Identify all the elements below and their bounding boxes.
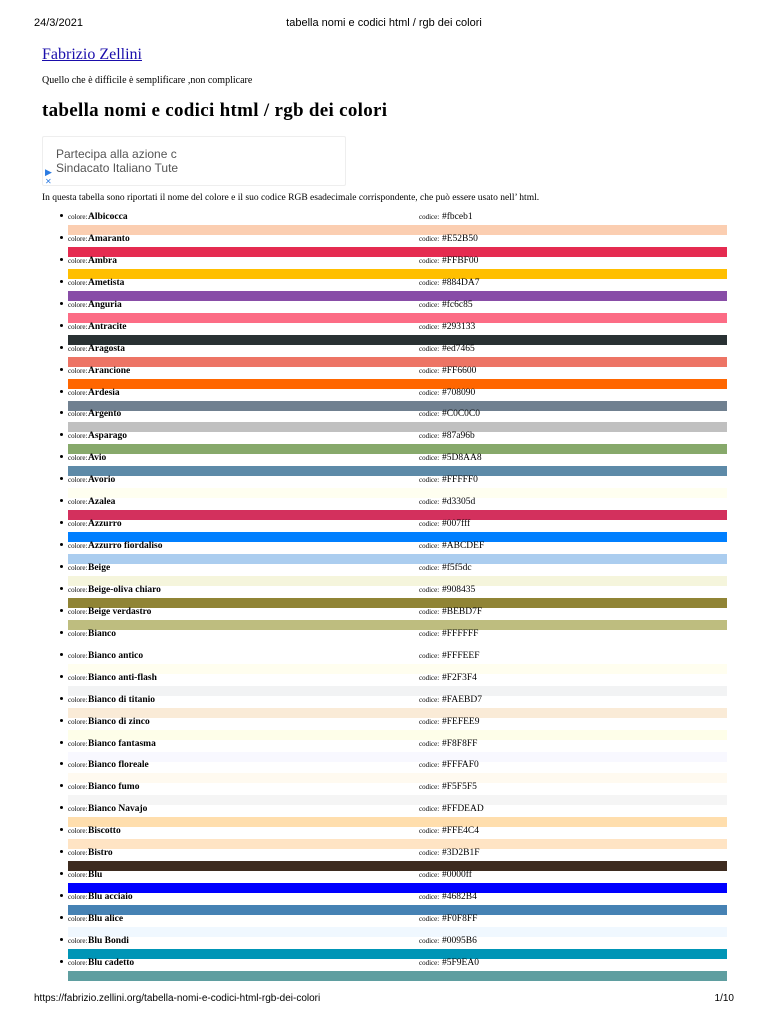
bullet-icon: [60, 806, 63, 809]
color-label: colore:: [68, 300, 88, 309]
site-title-link[interactable]: Fabrizio Zellini: [42, 46, 142, 63]
color-code: #ABCDEF: [442, 541, 485, 552]
code-label: codice:: [419, 651, 440, 660]
color-name: Blu Bondi: [88, 935, 129, 946]
color-list-item: [68, 210, 727, 232]
code-label: codice:: [419, 849, 440, 858]
bullet-icon: [60, 433, 63, 436]
page-number: 1/10: [714, 993, 734, 1004]
code-label: codice:: [419, 607, 440, 616]
bullet-icon: [60, 324, 63, 327]
color-code: #0095B6: [442, 935, 477, 946]
color-code: #0000ff: [442, 870, 472, 881]
bullet-icon: [60, 872, 63, 875]
color-list-item: [68, 386, 727, 408]
color-name: Beige: [88, 563, 111, 573]
color-code: #FFFFFF: [442, 628, 479, 639]
code-label: codice:: [419, 410, 440, 419]
color-list-item: [68, 451, 727, 473]
bullet-icon: [60, 828, 63, 831]
code-label: codice:: [419, 936, 440, 945]
color-name: Beige verdastro: [88, 606, 152, 617]
color-list-item: [68, 802, 727, 824]
color-name: Bianco antico: [88, 650, 144, 661]
code-label: codice:: [419, 893, 440, 902]
color-name: Avio: [88, 453, 107, 464]
color-code: #f5f5dc: [442, 563, 472, 573]
color-code: #293133: [442, 321, 476, 332]
bullet-icon: [60, 214, 63, 217]
color-code: #FFFEEF: [442, 650, 480, 661]
color-label: colore:: [68, 542, 88, 551]
color-list-item: [68, 583, 727, 605]
bullet-icon: [60, 499, 63, 502]
color-list-item: [68, 539, 727, 561]
site-tagline: Quello che è difficile è semplificare ,non complicare: [42, 75, 253, 86]
code-label: codice:: [419, 322, 440, 331]
color-name: Bianco fantasma: [88, 738, 156, 749]
color-name: Avorio: [88, 475, 116, 486]
color-list-item: [68, 671, 727, 693]
color-label: colore:: [68, 322, 88, 331]
color-code: #F0F8FF: [442, 914, 478, 924]
color-label: colore:: [68, 695, 88, 704]
bullet-icon: [60, 368, 63, 371]
code-label: codice:: [419, 344, 440, 353]
color-list-item: [68, 342, 727, 364]
color-label: colore:: [68, 871, 88, 880]
color-code: #FFFFF0: [442, 475, 478, 486]
bullet-icon: [60, 938, 63, 941]
color-name: Bianco di titanio: [88, 694, 156, 705]
color-list-item: [68, 956, 727, 978]
code-label: codice:: [419, 256, 440, 265]
bullet-icon: [60, 390, 63, 393]
color-name: Bianco fumo: [88, 782, 140, 793]
color-code: #708090: [442, 387, 476, 398]
print-footer: [34, 993, 734, 1007]
code-label: codice:: [419, 827, 440, 836]
code-label: codice:: [419, 915, 440, 923]
color-list-item: [68, 605, 727, 627]
color-name: Blu acciaio: [88, 892, 133, 903]
color-code: #FFDEAD: [442, 804, 484, 815]
color-label: colore:: [68, 256, 88, 265]
color-label: colore:: [68, 629, 88, 638]
color-name: Anguria: [88, 299, 122, 310]
bullet-icon: [60, 587, 63, 590]
color-code: #F2F3F4: [442, 672, 477, 683]
color-name: Asparago: [88, 431, 128, 442]
color-name: Amaranto: [88, 233, 130, 244]
bullet-icon: [60, 280, 63, 283]
color-code: #3D2B1F: [442, 848, 480, 859]
code-label: codice:: [419, 476, 440, 485]
color-list-item: [68, 846, 727, 868]
color-name: Azalea: [88, 497, 116, 508]
color-list-item: [68, 868, 727, 890]
code-label: codice:: [419, 805, 440, 814]
color-code: #5F9EA0: [442, 957, 479, 968]
color-name: Bianco di zinco: [88, 716, 150, 727]
code-label: codice:: [419, 695, 440, 704]
code-label: codice:: [419, 498, 440, 507]
color-name: Azzurro: [88, 519, 122, 530]
color-swatch: [68, 971, 727, 981]
color-list-item: [68, 254, 727, 276]
color-name: Bianco anti-flash: [88, 672, 157, 683]
color-label: colore:: [68, 564, 88, 572]
color-list-item: [68, 407, 727, 429]
code-label: codice:: [419, 432, 440, 441]
bullet-icon: [60, 477, 63, 480]
bullet-icon: [60, 784, 63, 787]
color-code: #FFFAF0: [442, 760, 479, 771]
color-code: #FFE4C4: [442, 826, 479, 837]
color-label: colore:: [68, 432, 88, 441]
color-code: #FFBF00: [442, 255, 479, 266]
color-label: colore:: [68, 827, 88, 836]
bullet-icon: [60, 675, 63, 678]
color-name: Albicocca: [88, 212, 128, 222]
color-label: colore:: [68, 454, 88, 463]
code-label: codice:: [419, 213, 440, 221]
code-label: codice:: [419, 278, 440, 287]
color-label: colore:: [68, 783, 88, 792]
color-name: Blu: [88, 870, 103, 881]
code-label: codice:: [419, 673, 440, 682]
color-list-item: [68, 320, 727, 342]
bullet-icon: [60, 850, 63, 853]
color-code: #fc6c85: [442, 299, 473, 310]
ad-line-1: Partecipa alla azione c: [56, 147, 177, 161]
bullet-icon: [60, 762, 63, 765]
color-code: #d3305d: [442, 497, 476, 508]
color-list-item: [68, 824, 727, 846]
color-label: colore:: [68, 805, 88, 814]
color-list-item: [68, 890, 727, 912]
color-label: colore:: [68, 673, 88, 682]
code-label: codice:: [419, 388, 440, 397]
color-label: colore:: [68, 498, 88, 507]
color-name: Aragosta: [88, 343, 125, 354]
bullet-icon: [60, 719, 63, 722]
color-label: colore:: [68, 388, 88, 397]
bullet-icon: [60, 236, 63, 239]
color-label: colore:: [68, 607, 88, 616]
color-name: Bistro: [88, 848, 113, 859]
color-label: colore:: [68, 958, 88, 967]
print-header: [34, 17, 734, 31]
color-list-item: [68, 473, 727, 495]
bullet-icon: [60, 653, 63, 656]
color-label: colore:: [68, 739, 88, 748]
page-title: tabella nomi e codici html / rgb dei colori: [42, 100, 388, 121]
color-code: #007fff: [442, 519, 471, 530]
bullet-icon: [60, 302, 63, 305]
code-label: codice:: [419, 871, 440, 880]
color-list-item: [68, 429, 727, 451]
color-label: colore:: [68, 366, 88, 375]
color-name: Blu alice: [88, 914, 124, 924]
print-url: https://fabrizio.zellini.org/tabella-nomi-e-codici-html-rgb-dei-colori: [34, 993, 321, 1004]
bullet-icon: [60, 916, 63, 919]
color-list-item: [68, 232, 727, 254]
color-list-item: [68, 780, 727, 802]
color-label: colore:: [68, 761, 88, 770]
color-list-item: [68, 517, 727, 539]
color-label: colore:: [68, 651, 88, 660]
intro-paragraph: In questa tabella sono riportati il nome del colore e il suo codice RGB esadecimale corrispondente, che può essere usato nell’ html.: [42, 193, 540, 203]
color-code: #E52B50: [442, 233, 478, 244]
bullet-icon: [60, 565, 63, 568]
color-code: #FF6600: [442, 365, 477, 376]
color-list-item: [68, 495, 727, 517]
color-name: Beige-oliva chiaro: [88, 584, 161, 595]
color-list-item: [68, 298, 727, 320]
bullet-icon: [60, 631, 63, 634]
ad-line-2: Sindacato Italiano Tute: [56, 161, 179, 175]
color-name: Biscotto: [88, 826, 121, 837]
color-name: Blu cadetto: [88, 957, 135, 968]
code-label: codice:: [419, 564, 440, 572]
code-label: codice:: [419, 234, 440, 243]
code-label: codice:: [419, 520, 440, 529]
bullet-icon: [60, 411, 63, 414]
code-label: codice:: [419, 454, 440, 463]
color-label: colore:: [68, 520, 88, 529]
color-name: Bianco Navajo: [88, 804, 148, 815]
color-label: colore:: [68, 893, 88, 902]
color-label: colore:: [68, 234, 88, 243]
color-code: #C0C0C0: [442, 409, 481, 420]
color-code: #BEBD7F: [442, 606, 483, 617]
color-name: Antracite: [88, 321, 127, 332]
color-list-item: [68, 934, 727, 956]
color-code: #5D8AA8: [442, 453, 482, 464]
color-list-item: [68, 715, 727, 737]
color-name: Ametista: [88, 277, 125, 288]
color-name: Azzurro fiordaliso: [88, 541, 163, 552]
bullet-icon: [60, 960, 63, 963]
color-label: colore:: [68, 410, 88, 419]
color-code: #ed7465: [442, 343, 475, 354]
print-title: tabella nomi e codici html / rgb dei colori: [286, 17, 482, 29]
color-label: colore:: [68, 213, 88, 221]
bullet-icon: [60, 543, 63, 546]
color-code: #FEFEE9: [442, 716, 480, 727]
color-label: colore:: [68, 717, 88, 726]
code-label: codice:: [419, 629, 440, 638]
close-icon[interactable]: ✕: [45, 177, 52, 186]
color-list-item: [68, 276, 727, 298]
code-label: codice:: [419, 958, 440, 967]
color-list-item: [68, 561, 727, 583]
color-name: Bianco floreale: [88, 760, 149, 771]
code-label: codice:: [419, 739, 440, 748]
color-name: Argento: [88, 409, 122, 420]
color-code: #908435: [442, 584, 476, 595]
bullet-icon: [60, 741, 63, 744]
color-list-item: [68, 758, 727, 780]
code-label: codice:: [419, 542, 440, 551]
color-label: colore:: [68, 476, 88, 485]
color-code: #FAEBD7: [442, 694, 482, 705]
color-list-item: [68, 912, 727, 934]
code-label: codice:: [419, 585, 440, 594]
play-icon[interactable]: ▶: [45, 167, 52, 177]
color-list-item: [68, 737, 727, 759]
color-label: colore:: [68, 915, 88, 923]
code-label: codice:: [419, 717, 440, 726]
color-list: [68, 210, 727, 978]
code-label: codice:: [419, 761, 440, 770]
bullet-icon: [60, 894, 63, 897]
color-name: Ambra: [88, 255, 118, 266]
color-code: #fbceb1: [442, 212, 473, 222]
bullet-icon: [60, 346, 63, 349]
color-code: #4682B4: [442, 892, 477, 903]
bullet-icon: [60, 609, 63, 612]
code-label: codice:: [419, 783, 440, 792]
color-name: Ardesia: [88, 387, 120, 398]
ad-banner[interactable]: [42, 136, 346, 186]
color-name: Bianco: [88, 628, 116, 639]
color-label: colore:: [68, 849, 88, 858]
bullet-icon: [60, 697, 63, 700]
color-list-item: [68, 693, 727, 715]
color-label: colore:: [68, 936, 88, 945]
color-label: colore:: [68, 278, 88, 287]
bullet-icon: [60, 455, 63, 458]
color-code: #F8F8FF: [442, 738, 478, 749]
color-code: #F5F5F5: [442, 782, 477, 793]
color-name: Arancione: [88, 365, 131, 376]
color-list-item: [68, 627, 727, 649]
code-label: codice:: [419, 300, 440, 309]
color-code: #884DA7: [442, 277, 480, 288]
color-list-item: [68, 649, 727, 671]
color-label: colore:: [68, 585, 88, 594]
code-label: codice:: [419, 366, 440, 375]
color-list-item: [68, 364, 727, 386]
bullet-icon: [60, 258, 63, 261]
print-date: 24/3/2021: [34, 17, 83, 29]
color-label: colore:: [68, 344, 88, 353]
bullet-icon: [60, 521, 63, 524]
color-code: #87a96b: [442, 431, 475, 442]
